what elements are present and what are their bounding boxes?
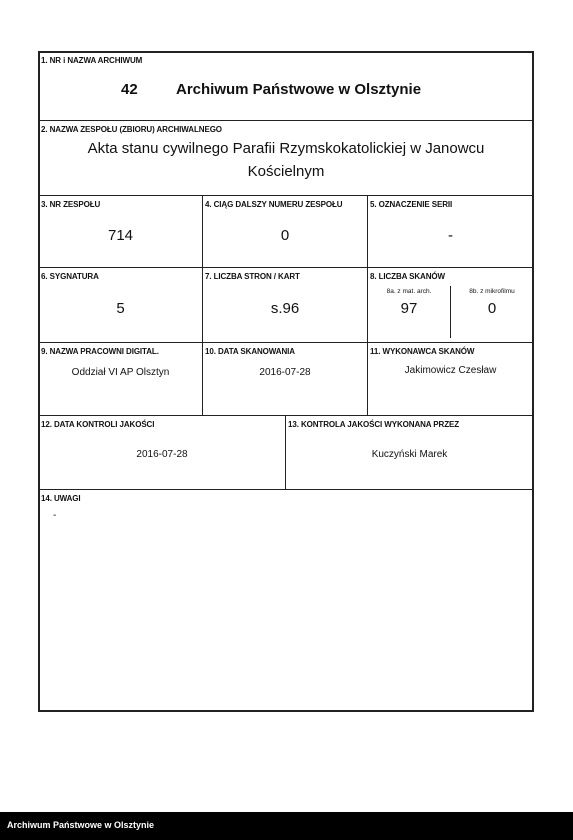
field-scan-count-label: 8. LICZBA SKANÓW — [370, 272, 445, 281]
field-series — [367, 195, 534, 268]
scan-count-microfilm-label: 8b. z mikrofilmu — [469, 288, 515, 295]
field-page-count-label: 7. LICZBA STRON / KART — [205, 272, 300, 281]
field-qc-by — [285, 415, 534, 490]
series-value: - — [448, 227, 453, 244]
field-signature-label: 6. SYGNATURA — [41, 272, 99, 281]
footer-bar — [0, 812, 573, 840]
field-fonds-name — [38, 120, 534, 196]
fonds-number-value: 714 — [107, 227, 134, 244]
field-scan-date-label: 10. DATA SKANOWANIA — [205, 347, 295, 356]
fonds-name-line1: Akta stanu cywilnego Parafii Rzymskokatolickiej w Janowcu — [87, 140, 485, 157]
footer-text: Archiwum Państwowe w Olsztynie — [7, 820, 155, 830]
field-notes-label: 14. UWAGI — [41, 494, 81, 503]
scan-count-archival-value: 97 — [400, 300, 418, 317]
field-fonds-number-label: 3. NR ZESPOŁU — [41, 200, 101, 209]
scan-count-archival-label: 8a. z mat. arch. — [386, 288, 432, 295]
fonds-name-line2: Kościelnym — [247, 163, 325, 180]
field-fonds-continuation — [202, 195, 368, 268]
field-scan-count — [367, 267, 534, 343]
field-fonds-name-label: 2. NAZWA ZESPOŁU (ZBIORU) ARCHIWALNEGO — [41, 125, 222, 134]
qc-by-value: Kuczyński Marek — [371, 449, 448, 460]
field-digitization-lab — [38, 342, 203, 416]
page-count-value: s.96 — [270, 300, 300, 317]
archive-number: 42 — [121, 81, 138, 98]
qc-date-value: 2016-07-28 — [136, 449, 188, 460]
digitization-lab-value: Oddział VI AP Olsztyn — [71, 367, 170, 378]
field-fonds-continuation-label: 4. CIĄG DALSZY NUMERU ZESPOŁU — [205, 200, 343, 209]
field-scan-operator-label: 11. WYKONAWCA SKANÓW — [370, 347, 475, 356]
field-archive-label: 1. NR i NAZWA ARCHIWUM — [41, 56, 143, 65]
field-qc-date-label: 12. DATA KONTROLI JAKOŚCI — [41, 420, 155, 429]
field-archive — [38, 51, 534, 121]
field-digitization-lab-label: 9. NAZWA PRACOWNI DIGITAL. — [41, 347, 159, 356]
field-series-label: 5. OZNACZENIE SERII — [370, 200, 453, 209]
scan-count-microfilm-value: 0 — [487, 300, 497, 317]
field-qc-by-label: 13. KONTROLA JAKOŚCI WYKONANA PRZEZ — [288, 420, 460, 429]
field-scan-operator — [367, 342, 534, 416]
field-fonds-number — [38, 195, 203, 268]
scan-operator-value: Jakimowicz Czesław — [404, 365, 497, 376]
scan-date-value: 2016-07-28 — [259, 367, 311, 378]
field-scan-date — [202, 342, 368, 416]
field-notes — [38, 489, 534, 712]
signature-value: 5 — [116, 300, 125, 317]
field-qc-date — [38, 415, 286, 490]
notes-value: - — [53, 510, 57, 521]
archive-name: Archiwum Państwowe w Olsztynie — [176, 81, 422, 98]
fonds-continuation-value: 0 — [280, 227, 290, 244]
field-signature — [38, 267, 203, 343]
field-page-count — [202, 267, 368, 343]
